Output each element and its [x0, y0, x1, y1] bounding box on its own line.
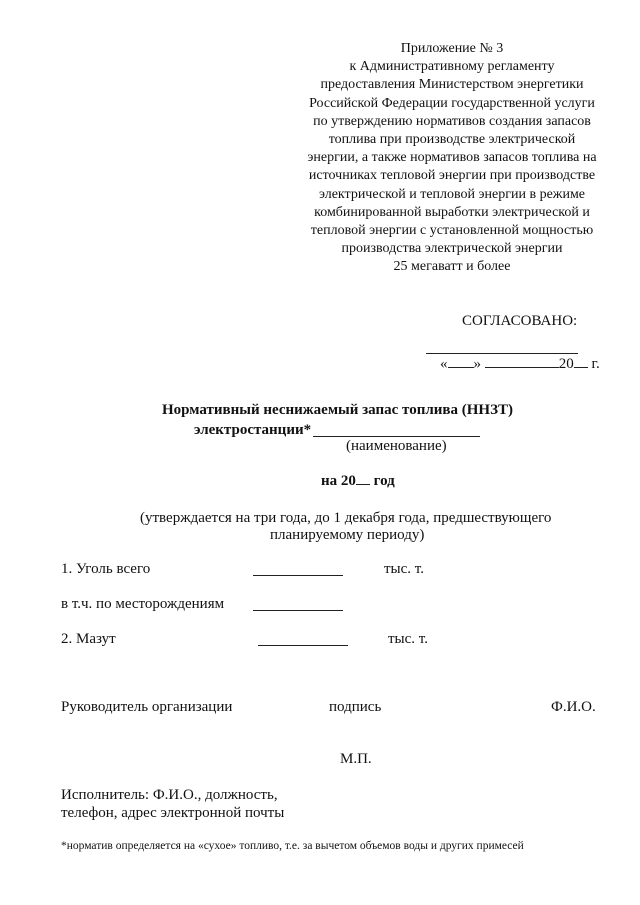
item-fueloil-unit: тыс. т.: [388, 631, 428, 647]
appendix-line: 25 мегаватт и более: [393, 259, 511, 275]
appendix-line: к Административному регламенту: [349, 59, 555, 75]
appendix-line: энергии, а также нормативов запасов топлива на: [307, 150, 597, 166]
document-title: Нормативный неснижаемый запас топлива (ННЗТ): [162, 402, 513, 418]
item-coal-label: 1. Уголь всего: [61, 561, 151, 577]
title-plant-label: электростанции*: [194, 422, 312, 438]
plan-year: [321, 472, 395, 490]
name-caption: (наименование): [346, 438, 447, 454]
stamp-label: М.П.: [340, 751, 372, 767]
plan-year-blank: [356, 472, 370, 485]
plan-year-prefix: на 20: [321, 473, 356, 489]
month-blank: [485, 355, 559, 368]
executor-line2: телефон, адрес электронной почты: [61, 805, 285, 821]
date-open-quote: «: [440, 356, 448, 372]
appendix-line: производства электрической энергии: [341, 241, 563, 257]
appendix-line: комбинированной выработки электрической и: [314, 204, 590, 220]
date-year-suffix: г.: [591, 356, 600, 372]
approval-label: СОГЛАСОВАНО:: [462, 313, 578, 329]
appendix-line: электрической и тепловой энергии в режиме: [318, 186, 586, 202]
appendix-line: источниках тепловой энергии при производстве: [308, 168, 596, 184]
appendix-line: предоставления Министерством энергетики: [320, 77, 584, 93]
approval-signature-line: [426, 353, 578, 354]
appendix-line: Российской Федерации государственной услуги: [309, 95, 595, 111]
item-coal-blank: [253, 575, 343, 576]
appendix-line: Приложение № 3: [400, 41, 504, 56]
year-blank: [574, 355, 588, 368]
head-label: Руководитель организации: [61, 699, 233, 715]
appendix-line: тепловой энергии с установленной мощностью: [310, 223, 594, 239]
executor-line1: Исполнитель: Ф.И.О., должность,: [61, 787, 278, 803]
item-coal-unit: тыс. т.: [384, 561, 424, 577]
item-deposits-blank: [253, 610, 343, 611]
day-blank: [448, 355, 474, 368]
footnote: *норматив определяется на «сухое» топливо, т.е. за вычетом объемов воды и других примесей: [61, 840, 524, 852]
date-year-prefix: 20: [558, 356, 574, 372]
plant-name-line: [313, 436, 480, 437]
item-fueloil-label: 2. Мазут: [61, 631, 116, 647]
appendix-line: по утверждению нормативов создания запасов: [313, 113, 591, 129]
plan-year-suffix: год: [373, 473, 395, 489]
fio-label: Ф.И.О.: [551, 699, 596, 715]
approval-note-line2: планируемому периоду): [270, 527, 425, 543]
appendix-line: топлива при производстве электрической: [328, 132, 576, 148]
approval-date: [440, 355, 600, 373]
approval-note-line1: (утверждается на три года, до 1 декабря года, предшествующего: [140, 510, 552, 526]
item-deposits-label: в т.ч. по месторождениям: [61, 596, 225, 612]
appendix-header: [290, 40, 614, 277]
item-fueloil-blank: [258, 645, 348, 646]
signature-label: подпись: [329, 699, 382, 715]
date-close-quote: »: [473, 356, 481, 372]
